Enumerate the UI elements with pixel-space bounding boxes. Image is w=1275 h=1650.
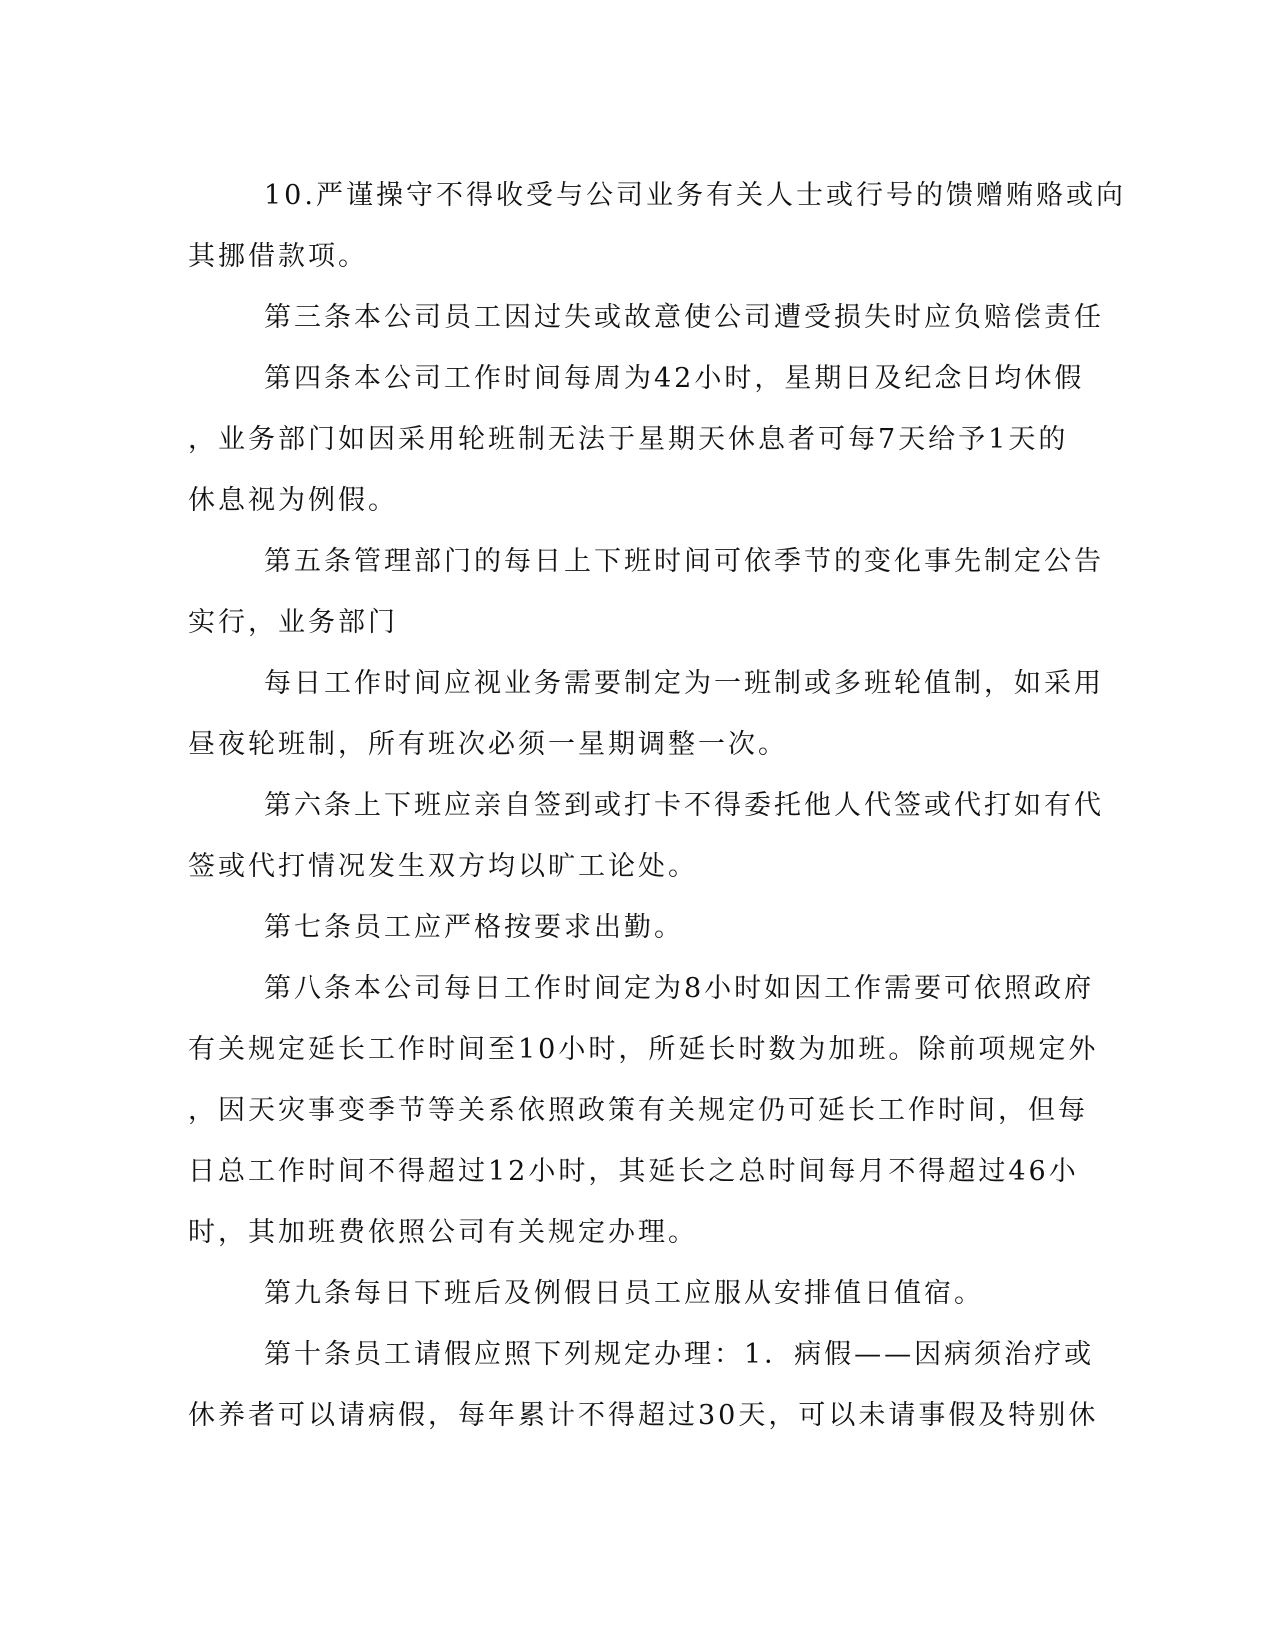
text-line: 第七条员工应严格按要求出勤。 (264, 912, 684, 943)
text-line: 第五条管理部门的每日上下班时间可依季节的变化事先制定公告 (264, 546, 1104, 577)
text-line: 第四条本公司工作时间每周为42小时，星期日及纪念日均休假 (264, 363, 1085, 394)
text-line: 第八条本公司每日工作时间定为8小时如因工作需要可依照政府 (264, 973, 1095, 1004)
text-line: 每日工作时间应视业务需要制定为一班制或多班轮值制，如采用 (264, 668, 1104, 699)
text-line: 实行，业务部门 (188, 607, 398, 638)
text-line: 休养者可以请病假，每年累计不得超过30天，可以未请事假及特别休 (188, 1400, 1099, 1431)
text-line: 时，其加班费依照公司有关规定办理。 (188, 1217, 698, 1248)
text-line: 昼夜轮班制，所有班次必须一星期调整一次。 (188, 729, 788, 760)
text-line: 10.严谨操守不得收受与公司业务有关人士或行号的馈赠贿赂或向 (264, 180, 1126, 211)
text-line: 第六条上下班应亲自签到或打卡不得委托他人代签或代打如有代 (264, 790, 1104, 821)
text-line: 第九条每日下班后及例假日员工应服从安排值日值宿。 (264, 1278, 984, 1309)
text-line: 日总工作时间不得超过12小时，其延长之总时间每月不得超过46小 (188, 1156, 1079, 1187)
text-line: 有关规定延长工作时间至10小时，所延长时数为加班。除前项规定外 (188, 1034, 1099, 1065)
text-line: 其挪借款项。 (188, 241, 368, 272)
text-line: 第十条员工请假应照下列规定办理：1．病假——因病须治疗或 (264, 1339, 1095, 1370)
text-line: 签或代打情况发生双方均以旷工论处。 (188, 851, 698, 882)
text-line: ，因天灾事变季节等关系依照政策有关规定仍可延长工作时间，但每 (188, 1095, 1088, 1126)
text-line: ，业务部门如因采用轮班制无法于星期天休息者可每7天给予1天的 (188, 424, 1069, 455)
document-body (188, 165, 1126, 1446)
text-line: 第三条本公司员工因过失或故意使公司遭受损失时应负赔偿责任 (264, 302, 1104, 333)
text-line: 休息视为例假。 (188, 485, 398, 516)
